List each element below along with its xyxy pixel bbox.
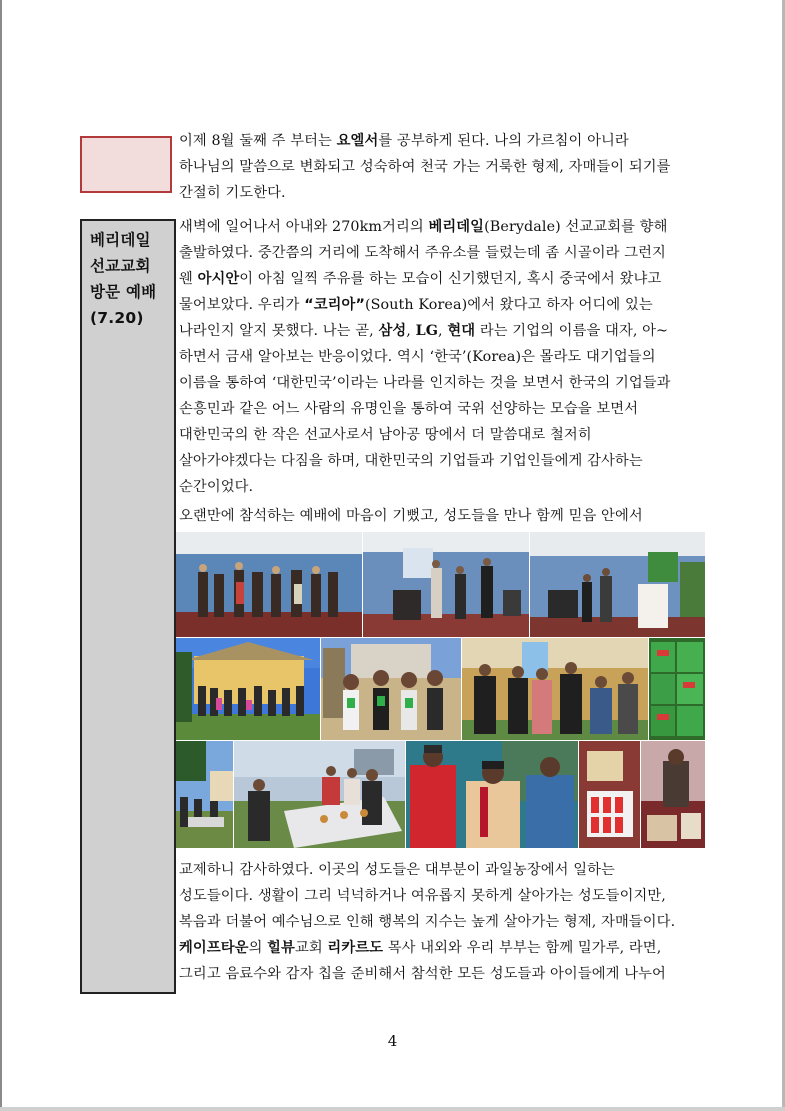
bold-term: 힐뷰	[267, 940, 295, 956]
photo-collage	[176, 532, 705, 848]
text-line: 순간이었다.	[179, 479, 254, 495]
previous-section-marker	[80, 136, 172, 193]
photo-worship-band	[363, 532, 529, 637]
photo-women-smiling	[406, 741, 578, 848]
text-line: 케이프타운의 힐뷰교회 리카르도 목사 내외와 우리 부부는 함께 밀가루, 라면,	[179, 940, 662, 956]
page-bottom-shadow	[0, 1107, 785, 1111]
photo-group-outside-church	[176, 638, 320, 740]
photo-shared-meal-table	[234, 741, 405, 848]
sidebar-section-label	[80, 219, 176, 994]
text-line: 대한민국의 한 작은 선교사로서 남아공 땅에서 더 말씀대로 철저히	[179, 427, 592, 443]
bold-term: 요엘서	[336, 133, 379, 149]
text-line: 복음과 더불어 예수님으로 인해 행복의 지수는 높게 살아가는 형제, 자매들이다.	[179, 914, 676, 930]
photo-food-bags	[649, 638, 705, 740]
text-line: 손흥민과 같은 어느 사람의 유명인을 통하여 국위 선양하는 모습을 보면서	[179, 401, 639, 417]
text-line: 이름을 통하여 ‘대한민국’이라는 나라를 인지하는 것을 보면서 한국의 기업들과	[179, 375, 671, 391]
bold-term: LG	[415, 323, 439, 339]
sidebar-title: 베리데일 선교교회 방문 예배 (7.20)	[90, 231, 157, 327]
text-line: 교제하니 감사하였다. 이곳의 성도들은 대부분이 과일농장에서 일하는	[179, 862, 615, 878]
bold-term: “코리아”	[304, 297, 365, 313]
text-line: 간절히 기도한다.	[179, 185, 286, 201]
intro-paragraph	[179, 128, 719, 206]
text-line: 나라인지 알지 못했다. 나는 곧, 삼성, LG, 현대 라는 기업의 이름을 대자, 아~	[179, 323, 669, 339]
fellowship-paragraph	[179, 857, 719, 987]
text-line: 오랜만에 참석하는 예배에 마음이 기뻤고, 성도들을 만나 함께 믿음 안에서	[179, 508, 643, 524]
text-line: 성도들이다. 생활이 그리 넉넉하거나 여유롭지 못하게 살아가는 성도들이지만,	[179, 888, 666, 904]
page-number: 4	[387, 1032, 398, 1050]
text-line: 살아가야겠다는 다짐을 하며, 대한민국의 기업들과 기업인들에게 감사하는	[179, 453, 643, 469]
bold-term: 리카르도	[327, 940, 384, 956]
photo-pastors-and-elders	[462, 638, 648, 740]
text-line: 새벽에 일어나서 아내와 270km거리의 베리데일(Berydale) 선교교회를 향해	[179, 219, 668, 235]
text-line: 하나님의 말씀으로 변화되고 성숙하여 천국 가는 거룩한 형제, 자매들이 되기를	[179, 159, 671, 175]
photo-children-with-snacks	[321, 638, 461, 740]
photo-church-altar	[530, 532, 705, 637]
photo-congregation-singing	[176, 532, 362, 637]
text-line: 웬 아시안이 아침 일찍 주유를 하는 모습이 신기했던지, 혹시 중국에서 왔냐고	[179, 271, 662, 287]
bold-term: 케이프타운	[179, 940, 249, 956]
bold-term: 현대	[447, 323, 476, 339]
bold-term: 아시안	[197, 271, 240, 287]
photo-donated-boxes	[579, 741, 640, 848]
text-line: 출발하였다. 중간쯤의 거리에 도착해서 주유소를 들렀는데 좀 시골이라 그런지	[179, 245, 666, 261]
text-line: 하면서 금새 알아보는 반응이었다. 역시 ‘한국’(Korea)은 몰라도 대기업들의	[179, 349, 656, 365]
worship-paragraph	[179, 503, 719, 529]
text-line: 물어보았다. 우리가 “코리아”(South Korea)에서 왔다고 하자 어디에 있는	[179, 297, 653, 313]
bold-term: 베리데일	[428, 219, 485, 235]
bold-term: 삼성	[378, 323, 407, 339]
page-edge-left	[0, 0, 2, 1111]
visit-paragraph	[179, 214, 719, 500]
text-line: 이제 8월 둘째 주 부터는 요엘서를 공부하게 된다. 나의 가르침이 아니라	[179, 133, 629, 149]
photo-outdoor-gathering	[176, 741, 233, 848]
text-line: 그리고 음료수와 감자 칩을 준비해서 참석한 모든 성도들과 아이들에게 나누어	[179, 966, 666, 982]
photo-child-with-supplies	[641, 741, 705, 848]
